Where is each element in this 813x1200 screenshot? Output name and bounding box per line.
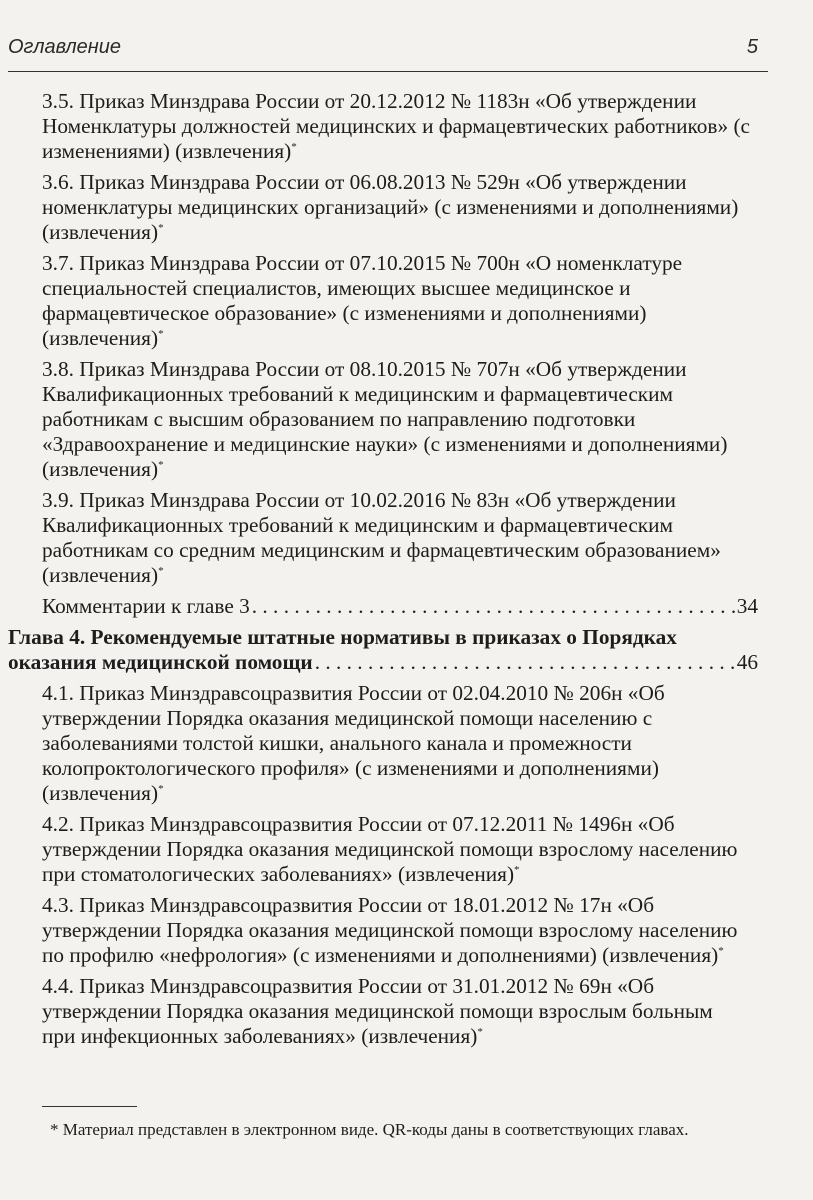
toc-entry-3-8: [0, 357, 813, 482]
toc-chapter-4: [0, 625, 813, 675]
running-head-title: Оглавление: [8, 36, 122, 58]
toc-entry-text: 4.1. Приказ Минздравсоцразвития России от 02.04.2010 № 206н «Об утверждении Порядка оказания медицинской помощи населению с заболеваниями толстой кишки, анального канала и промежности колопроктологического профиля» (с изменениями и дополнениями) (извлечения): [42, 681, 665, 805]
toc-entry-text: 3.7. Приказ Минздрава России от 07.10.2015 № 700н «О номенклатуре специальностей специалистов, имеющих высшее медицинское и фармацевтическое образование» (с изменениями и дополнениями) (извлечения): [42, 251, 683, 350]
chapter-title-text: оказания медицинской помощи: [8, 650, 313, 674]
toc-entry-text: 3.9. Приказ Минздрава России от 10.02.2016 № 83н «Об утверждении Квалификационных требований к медицинским и фармацевтическим работникам со средним медицинским и фармацевтическим образованием» (извлечения): [42, 488, 721, 587]
table-of-contents: [0, 89, 813, 1055]
footnote-mark: *: [718, 944, 724, 957]
toc-entry-3-7: [0, 251, 813, 351]
toc-entry-4-1: [0, 681, 813, 806]
footnote-text: * Материал представлен в электронном виде. QR-коды даны в соответствующих главах.: [50, 1120, 689, 1139]
toc-entry-comments-chapter-3: [0, 594, 813, 619]
toc-entry-text: 4.4. Приказ Минздравсоцразвития России от 31.01.2012 № 69н «Об утверждении Порядка оказания медицинской помощи взрослым больным при инфекционных заболеваниях» (извлечения): [42, 974, 713, 1048]
toc-entry-4-2: [0, 812, 813, 887]
toc-entry-text: 4.2. Приказ Минздравсоцразвития России от 07.12.2011 № 1496н «Об утверждении Порядка оказания медицинской помощи взрослому населению при стоматологических заболеваниях» (извлечения): [42, 812, 738, 886]
header-rule: [8, 71, 768, 72]
toc-entry-text: 3.6. Приказ Минздрава России от 06.08.2013 № 529н «Об утверждении номенклатуры медицинских организаций» (с изменениями и дополнениями) (извлечения): [42, 170, 739, 244]
footnote-mark: *: [291, 140, 297, 153]
toc-entry-4-4: [0, 974, 813, 1049]
footnote-mark: *: [158, 221, 164, 234]
toc-page-number: 34: [736, 594, 758, 618]
chapter-title-line-1: Глава 4. Рекомендуемые штатные нормативы в приказах о Порядках: [8, 625, 677, 649]
toc-entry-4-3: [0, 893, 813, 968]
footnote-mark: *: [158, 782, 164, 795]
footnote-mark: *: [158, 327, 164, 340]
page-number: 5: [746, 36, 758, 58]
leader-dots: [315, 650, 735, 675]
toc-entry-3-5: [0, 89, 813, 164]
footnote-mark: *: [158, 458, 164, 471]
toc-entry-3-6: [0, 170, 813, 245]
footnote-rule: [42, 1106, 137, 1107]
chapter-title-line-2: [8, 650, 758, 675]
footnote-mark: *: [158, 564, 164, 577]
leader-dots: [252, 594, 735, 619]
toc-entry-text: 3.5. Приказ Минздрава России от 20.12.2012 № 1183н «Об утверждении Номенклатуры должностей медицинских и фармацевтических работников» (с изменениями) (извлечения): [42, 89, 750, 163]
toc-entry-text: 4.3. Приказ Минздравсоцразвития России от 18.01.2012 № 17н «Об утверждении Порядка оказания медицинской помощи взрослому населению по профилю «нефрология» (с изменениями и дополнениями) (извлечения): [42, 893, 738, 967]
footnote-mark: *: [477, 1025, 483, 1038]
toc-page-number: 46: [736, 650, 758, 674]
footnote-mark: *: [514, 863, 520, 876]
toc-entry-text: 3.8. Приказ Минздрава России от 08.10.2015 № 707н «Об утверждении Квалификационных требований к медицинским и фармацевтическим работникам с высшим образованием по направлению подготовки «Здравоохранение и медицинские науки» (с изменениями и дополнениями) (извлечения): [42, 357, 728, 481]
toc-entry-label: Комментарии к главе 3: [42, 594, 250, 618]
toc-entry-3-9: [0, 488, 813, 588]
